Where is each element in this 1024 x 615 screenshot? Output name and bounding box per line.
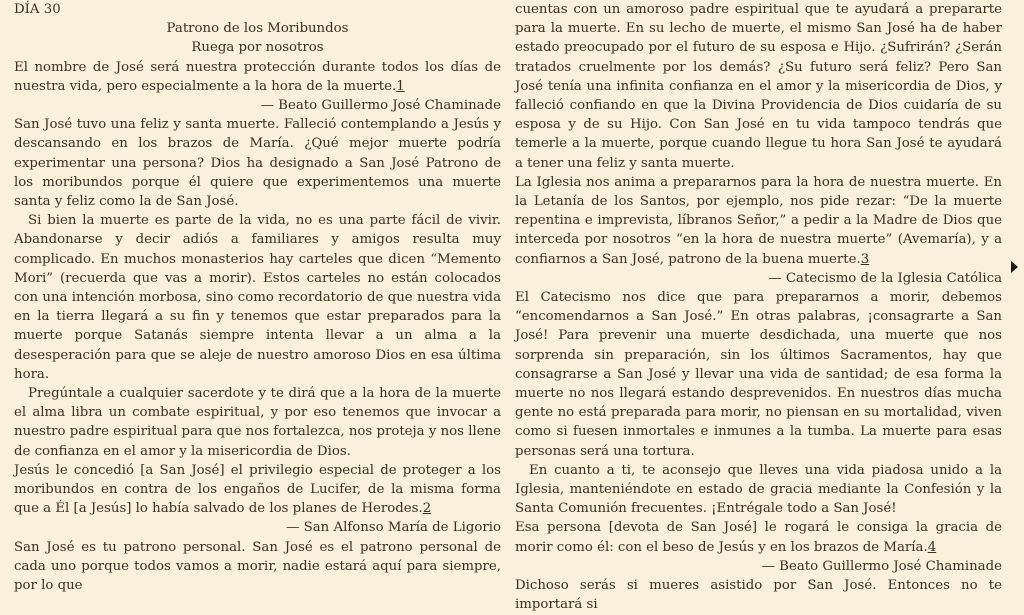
footnote-link-3[interactable]: 3 <box>860 251 870 267</box>
quote-text: El nombre de José será nuestra protección durante todos los días de nuestra vida, pero especialmente a la hora de la muerte. <box>14 59 501 94</box>
body-paragraph: Pregúntale a cualquier sacerdote y te dirá que a la hora de la muerte el alma libra un combate espiritual, y por eso tenemos que invocar a nuestro padre espiritual para que nos fortalezca, nos proteja y nos llene de confianza en el amor y la misericordia de Dios. <box>14 386 501 459</box>
quote-paragraph <box>14 58 501 96</box>
subtitle-patron: Patrono de los Moribundos <box>166 21 349 37</box>
body-paragraph: Dichoso serás si mueres asistido por San José. Entonces no te importará si <box>515 578 1002 613</box>
quote-paragraph <box>515 173 1002 269</box>
body-paragraph: cuentas con un amoroso padre espiritual que te ayudará a prepararte para la muerte. En su lecho de muerte, el mismo San José ha de haber estado preocupado por el futuro de su esposa e Hijo. ¿Sufrirán? ¿Serán tratados cruelmente por los demás? ¿Su futuro será feliz? Pero San José tenía una infinita confianza en el amor y la misericordia de Dios, y falleció confiando en que la Divina Providencia de Dios cuidaría de su esposa y de su Hijo. Con San José en tu vida tampoco tendrás que temerle a la muerte, porque cuando llegue tu hora San José te ayudará a tener una feliz y santa muerte. <box>515 2 1002 171</box>
footnote-link-2[interactable]: 2 <box>422 501 432 517</box>
body-paragraph: Si bien la muerte es parte de la vida, no es una parte fácil de vivir. Abandonarse y decir adiós a familiares y amigos resulta muy complicado. En muchos monasterios hay carteles que dicen “Memento Mori” (recuerda que vas a morir). Estos carteles no están colocados con una intención morbosa, sino como recordatorio de que nuestra vida en la tierra llegará a su fin y tenemos que estar preparados para la muerte porque Satanás siempre intenta llevar a un alma a la desesperación para que se aleje de nuestro amoroso Dios en esa última hora. <box>14 213 501 382</box>
day-title: DÍA 30 <box>14 2 61 17</box>
body-paragraph: San José tuvo una feliz y santa muerte. Falleció contemplando a Jesús y descansando en los brazos de María. ¿Qué mejor muerte podría experimentar una persona? Dios ha designado a San José Patrono de los moribundos porque él quiere que experimentemos una muerte santa y feliz como la de San José. <box>14 117 501 210</box>
left-column <box>14 0 501 595</box>
footnote-link-4[interactable]: 4 <box>927 539 937 555</box>
quote-text: La Iglesia nos anima a prepararnos para la hora de nuestra muerte. En la Letanía de los Santos, por ejemplo, nos pide rezar: “De la muerte repentina e imprevista, líbranos Señor,” a pedir a la Madre de Dios que interceda por nosotros “en la hora de nuestra muerte” (Avemaría), y a confiarnos a San José, patrono de la buena muerte. <box>515 174 1002 267</box>
quote-attribution: — Beato Guillermo José Chaminade <box>761 558 1002 574</box>
quote-attribution: — San Alfonso María de Ligorio <box>286 520 501 536</box>
subtitle-prayer: Ruega por nosotros <box>191 40 324 56</box>
right-column <box>515 0 1002 615</box>
next-page-arrow-icon[interactable] <box>1011 261 1018 273</box>
body-paragraph: El Catecismo nos dice que para prepararnos a morir, debemos “encomendarnos a San José.” En otras palabras, ¡consagrarte a San José! Para prevenir una muerte desdichada, una muerte que nos sorprenda sin preparación, sin los últimos Sacramentos, hay que consagrarse a San José y llevar una vida de santidad; de esa forma la muerte no nos llegará estando desprevenidos. En nuestros días mucha gente no está preparada para morir, no piensan en su mortalidad, viven como si fuesen inmortales e inmunes a la tumba. La muerte para esas personas será una tortura. <box>515 290 1002 459</box>
quote-text: Esa persona [devota de San José] le rogará le consiga la gracia de morir como él: con el beso de Jesús y en los brazos de María. <box>515 520 1002 555</box>
footnote-link-1[interactable]: 1 <box>396 78 405 94</box>
quote-paragraph <box>14 461 501 519</box>
quote-text: Jesús le concedió [a San José] el privilegio especial de proteger a los moribundos en contra de los engaños de Lucifer, de la misma forma que a Él [a Jesús] lo había salvado de los planes de Herodes. <box>14 462 501 517</box>
quote-paragraph <box>515 518 1002 556</box>
quote-attribution: — Beato Guillermo José Chaminade <box>260 98 501 114</box>
body-paragraph: San José es tu patrono personal. San José es el patrono personal de cada uno porque todos vamos a morir, nadie estará aquí para siempre, por lo que <box>14 539 501 594</box>
body-paragraph: En cuanto a ti, te aconsejo que lleves una vida piadosa unido a la Iglesia, manteniéndote en estado de gracia mediante la Confesión y la Santa Comunión frecuentes. ¡Entrégale todo a San José! <box>515 462 1002 517</box>
quote-attribution: — Catecismo de la Iglesia Católica <box>768 270 1002 286</box>
